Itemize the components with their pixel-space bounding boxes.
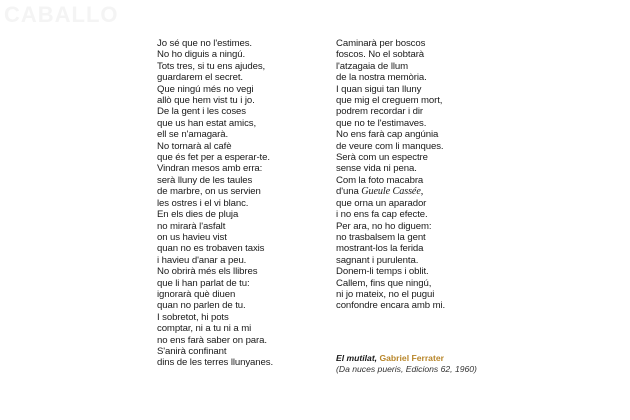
poem-line: quan no parlen de tu.	[157, 300, 246, 312]
poem-line: I quan sigui tan lluny	[336, 83, 422, 95]
poem-line: allò que hem vist tu i jo.	[157, 95, 255, 107]
poem-line: les ostres i el vi blanc.	[157, 197, 249, 209]
poem-author: Gabriel Ferrater	[379, 353, 444, 363]
poem-line: l'atzagaia de llum	[336, 60, 409, 72]
poem-line: Vindran mesos amb erra:	[157, 163, 263, 175]
poem-line: S'anirà confinant	[157, 345, 227, 357]
poem-line: confondre encara amb mi.	[336, 300, 446, 312]
poem-line: quan no es trobaven taxis	[157, 243, 265, 255]
poem-line: foscos. No el sobtarà	[336, 49, 425, 61]
poem-line: no ens farà saber on para.	[157, 334, 267, 346]
poem-line: de la nostra memòria.	[336, 72, 427, 84]
poem-line: no mirarà l'asfalt	[157, 220, 226, 232]
poem-line: ignorarà què diuen	[157, 288, 236, 300]
credit-line-1	[336, 353, 477, 364]
poem-line: Callem, fins que ningú,	[336, 277, 432, 289]
poem-line: que orna un aparador	[336, 197, 427, 209]
poem-line: on us havieu vist	[157, 231, 227, 243]
poem-line: que us han estat amics,	[157, 117, 257, 129]
poem-title: El mutilat,	[336, 353, 378, 363]
poem-line: Caminarà per boscos	[336, 38, 426, 49]
poem-line: De la gent i les coses	[157, 106, 246, 118]
poem-line: serà lluny de les taules	[157, 174, 253, 186]
poem-line: Com la foto macabra	[336, 174, 424, 186]
poem-column-left	[157, 38, 273, 369]
poem-column-right	[336, 38, 445, 312]
poem-line: mostrant-los la ferida	[336, 243, 424, 255]
poem-line: i havieu d'anar a peu.	[157, 254, 247, 266]
poem-line: guardarem el secret.	[157, 72, 243, 84]
poem-line: Jo sé que no l'estimes.	[157, 38, 252, 49]
poem-line: Donem-li temps i oblit.	[336, 266, 429, 278]
poem-line: Que ningú més no vegi	[157, 83, 254, 95]
faint-header-text: CABALLO	[4, 2, 119, 27]
poem-credit	[336, 353, 477, 375]
poem-edition: (Da nuces pueris, Edicions 62, 1960)	[336, 364, 477, 374]
poem-line: No tornarà al cafè	[157, 140, 232, 152]
poem-line: que li han parlat de tu:	[157, 277, 250, 289]
poem-line: que és fet per a esperar-te.	[157, 152, 270, 164]
poem-line: no trasbalsem la gent	[336, 231, 426, 243]
poem-line: ni jo mateix, no el pugui	[336, 288, 435, 300]
poem-line: sagnant i purulenta.	[336, 254, 419, 266]
poem-italic-phrase: Gueule Cassée,	[361, 186, 424, 198]
poem-line: I sobretot, hi pots	[157, 311, 229, 323]
poem-line: No obrirà més els llibres	[157, 266, 258, 278]
poem-line: ell se n'amagarà.	[157, 129, 229, 141]
poem-line: Per ara, no ho diguem:	[336, 220, 432, 232]
poem-line: Tots tres, si tu ens ajudes,	[157, 60, 266, 72]
poem-line: de marbre, on us servien	[157, 186, 261, 198]
poem-line: No ens farà cap angúnia	[336, 129, 439, 141]
poem-line: sense vida ni pena.	[336, 163, 417, 175]
poem-line: dins de les terres llunyanes.	[157, 357, 274, 369]
poem-line: que no te l'estimaves.	[336, 117, 427, 129]
poem-line: Serà com un espectre	[336, 152, 428, 164]
poem-line: No ho diguis a ningú.	[157, 49, 246, 61]
poem-line: comptar, ni a tu ni a mi	[157, 323, 252, 335]
poem-line: En els dies de pluja	[157, 209, 239, 221]
poem-line: podrem recordar i dir	[336, 106, 423, 118]
poem-line: i no ens fa cap efecte.	[336, 209, 428, 221]
poem-line: de veure com li manques.	[336, 140, 444, 152]
poem-line: que mig el creguem mort,	[336, 95, 443, 107]
poem-line: d'una Gueule Cassée,	[336, 186, 424, 198]
